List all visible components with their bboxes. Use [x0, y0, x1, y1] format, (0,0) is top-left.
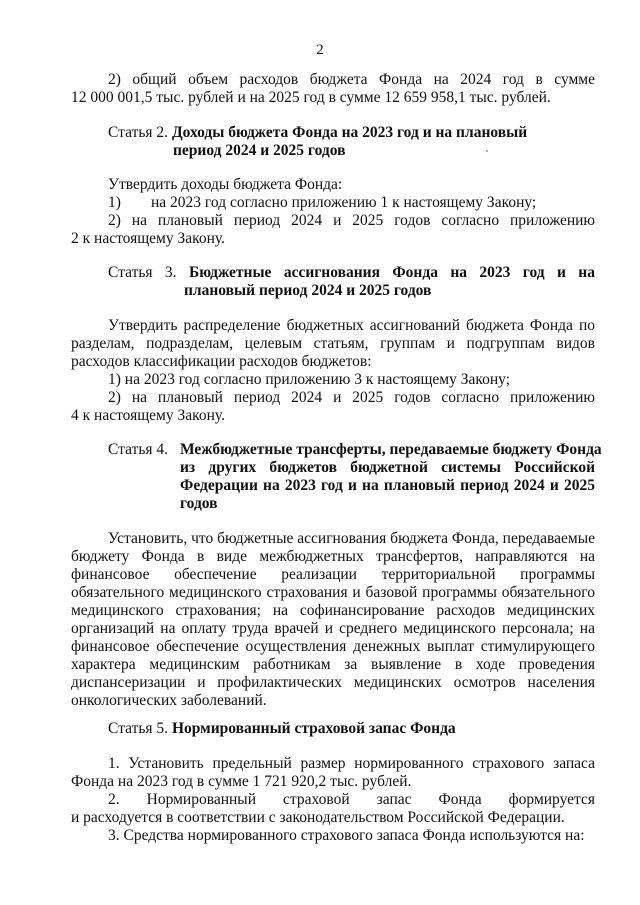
list-item-text: на 2023 год согласно приложению 1 к настоящему Закону; [151, 194, 537, 211]
paragraph-line: обязательного медицинского страхования и базовой программы обязательного [71, 584, 595, 601]
article-4-title-line: годов [180, 495, 218, 512]
paragraph-line: 3. Средства нормированного страхового запаса Фонда используются на: [108, 827, 585, 844]
article-label: Статья 2. [108, 124, 169, 141]
paragraph-line: онкологических заболеваний. [71, 692, 267, 709]
article-label: Статья 5. [108, 720, 169, 737]
list-item: 2 к настоящему Закону. [71, 230, 225, 247]
paragraph-line: финансовое обеспечение реализации территориальной программы [71, 566, 595, 583]
article-label: Статья 3. [108, 264, 177, 281]
list-item: 2) на плановый период 2024 и 2025 годов согласно приложению [108, 389, 595, 406]
article-3-heading [108, 264, 595, 282]
scan-speck [486, 150, 488, 152]
paragraph-line: Установить, что бюджетные ассигнования бюджета Фонда, передаваемые [108, 530, 596, 547]
article-3-title-line: плановый период 2024 и 2025 годов [184, 282, 432, 299]
page-number: 2 [316, 42, 324, 58]
intro-item-line: 2) общий объем расходов бюджета Фонда на 2024 год в сумме [108, 71, 595, 88]
paragraph-line: диспансеризации и профилактических медицинских осмотров населения [71, 674, 595, 691]
paragraph-line: организаций на оплату труда врачей и среднего медицинского персонала; на [71, 620, 595, 637]
article-title: Нормированный страховой запас Фонда [171, 720, 456, 737]
list-item-number: 1) [108, 194, 121, 211]
paragraph-line: и расходуется в соответствии с законодательством Российской Федерации. [71, 809, 565, 826]
paragraph-line: расходов классификации расходов бюджетов: [71, 353, 372, 370]
paragraph-line: 1. Установить предельный размер нормированного страхового запаса [108, 755, 595, 772]
article-label: Статья 4. [108, 441, 169, 458]
article-4-title-line: Федерации на 2023 год и на плановый период 2024 и 2025 [180, 477, 595, 494]
paragraph-line: финансовое обеспечение осуществления денежных выплат стимулирующего [71, 638, 595, 655]
list-item: 1) на 2023 год согласно приложению 3 к настоящему Закону; [108, 371, 511, 388]
paragraph-line: разделам, подразделам, целевым статьям, группам и подгруппам видов [71, 335, 595, 352]
article-title: Бюджетные ассигнования Фонда на 2023 год и на [188, 264, 595, 281]
article-2-title-line: период 2024 и 2025 годов [173, 142, 346, 159]
article-5-heading [108, 720, 456, 738]
intro-item-line: 12 000 001,5 тыс. рублей и на 2025 год в сумме 12 659 958,1 тыс. рублей. [71, 89, 551, 106]
list-item: 4 к настоящему Закону. [71, 407, 225, 424]
article-4-title-line: Межбюджетные трансферты, передаваемые бюджету Фонда [180, 441, 602, 458]
paragraph-line: бюджету Фонда в виде межбюджетных трансфертов, направляются на [71, 548, 595, 565]
paragraph-line: Утвердить доходы бюджета Фонда: [108, 176, 343, 193]
paragraph-line: Фонда на 2023 год в сумме 1 721 920,2 тыс. рублей. [71, 773, 412, 790]
article-title: Доходы бюджета Фонда на 2023 год и на плановый [171, 124, 528, 141]
paragraph-line: характера медицинским работникам за выявление в ходе проведения [71, 656, 595, 673]
article-2-heading [108, 124, 527, 142]
paragraph-line: Утвердить распределение бюджетных ассигнований бюджета Фонда по [108, 317, 595, 334]
paragraph-line: медицинского страхования; на софинансирование расходов медицинских [71, 602, 595, 619]
paragraph-line: 2. Нормированный страховой запас Фонда формируется [108, 791, 595, 808]
article-4-title-line: из других бюджетов бюджетной системы Российской [180, 459, 595, 476]
list-item: 2) на плановый период 2024 и 2025 годов согласно приложению [108, 212, 595, 229]
